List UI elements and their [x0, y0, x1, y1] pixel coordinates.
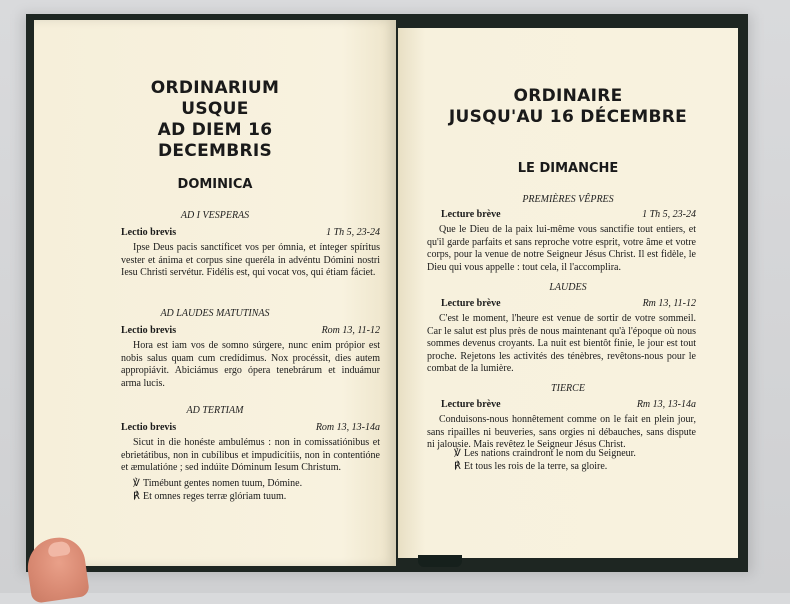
left-office-heading: AD TERTIAM — [186, 405, 244, 416]
versicle-text: Les nations craindront le nom du Seigneur. — [464, 448, 636, 459]
left-response — [133, 491, 380, 504]
right-title-line-1: ORDINAIRE — [513, 86, 623, 106]
response-text: Et omnes reges terræ glóriam tuum. — [143, 491, 287, 502]
right-page — [398, 28, 738, 558]
left-page-title — [104, 78, 326, 162]
left-title-line-3: AD DIEM 16 DECEMBRIS — [157, 120, 273, 161]
versicle-symbol: ℣ — [133, 478, 140, 489]
lectio-label: Lectio brevis — [121, 422, 177, 433]
response-symbol: ℟ — [133, 491, 140, 502]
scripture-reference: Rom 13, 13-14a — [315, 422, 380, 433]
right-response — [454, 461, 696, 474]
left-reading-text: Ipse Deus pacis sanctíficet vos per ómnia, et ínteger spíritus vester et ánima et corpus sine queréla in advéntu Dómini nostri Iesu Christi servétur. Fidélis est, qui vocat vos, qui étiam fáciet. — [121, 242, 380, 278]
right-office-heading: TIERCE — [551, 383, 585, 394]
left-page — [34, 20, 396, 566]
lectio-label: Lectio brevis — [121, 227, 177, 238]
right-lectio-row — [441, 399, 696, 410]
left-title-line-2: USQUE — [181, 99, 249, 119]
response-symbol: ℟ — [454, 461, 461, 472]
lecture-label: Lecture brève — [441, 399, 501, 410]
right-lectio-row — [441, 298, 696, 309]
right-office-heading: PREMIÈRES VÊPRES — [522, 194, 614, 205]
right-versicle — [454, 448, 696, 461]
left-versicle — [133, 478, 380, 491]
lecture-label: Lecture brève — [441, 298, 501, 309]
right-lectio-row — [441, 209, 696, 220]
scripture-reference: Rom 13, 11-12 — [321, 325, 380, 336]
left-lectio-row — [121, 325, 380, 336]
right-page-title — [438, 86, 698, 128]
versicle-symbol: ℣ — [454, 448, 461, 459]
right-reading-text: C'est le moment, l'heure est venue de sortir de votre sommeil. Car le salut est plus près de nous maintenant qu'à l'époque où nous sommes devenus croyants. La nuit est bientôt finie, le jour est tout proche. Rejetons les activités des ténèbres, revêtons-nous pour le combat de la lumière. — [427, 313, 696, 374]
left-office-heading: AD I VESPERAS — [180, 210, 250, 221]
scripture-reference: Rm 13, 13-14a — [636, 399, 696, 410]
left-reading-text: Hora est iam vos de somno súrgere, nunc enim própior est nobis salus quam cum credídimus. Nox procéssit, dies autem appropiávit. Abiciámus ergo ópera tenebrárum et induámur arma lucis. — [121, 340, 380, 389]
scripture-reference: 1 Th 5, 23-24 — [326, 227, 380, 238]
versicle-text: Timébunt gentes nomen tuum, Dómine. — [143, 478, 303, 489]
scripture-reference: Rm 13, 11-12 — [642, 298, 696, 309]
right-office-heading: LAUDES — [549, 282, 587, 293]
right-title-line-2: JUSQU'AU 16 DÉCEMBRE — [448, 107, 688, 127]
response-text: Et tous les rois de la terre, sa gloire. — [464, 461, 608, 472]
left-office-heading: AD LAUDES MATUTINAS — [160, 308, 270, 319]
lecture-label: Lecture brève — [441, 209, 501, 220]
right-reading-text: Que le Dieu de la paix lui-même vous sanctifie tout entiers, et qu'il garde parfaits et sans reproche votre esprit, votre âme et votre corps, pour la venue de notre Seigneur Jésus Christ. Il est fidèle, le Dieu qui vous appelle : tout cela, il l'accomplira. — [427, 224, 696, 273]
bookmark-ribbon — [418, 555, 462, 567]
left-title-line-1: ORDINARIUM — [150, 78, 280, 98]
left-reading-text: Sicut in die honéste ambulémus : non in comissatiónibus et ebrietátibus, non in cubílibus et impudicítiis, non in contentióne et æmulatióne ; sed indúite Dóminum Iesum Christum. — [121, 437, 380, 473]
right-reading-text: Conduisons-nous honnêtement comme on le fait en plein jour, sans ripailles ni beuveries, sans orgies ni débauches, sans dispute ni jalousie. Mais revêtez le Seigneur Jésus Christ. — [427, 414, 696, 450]
left-section-heading: DOMINICA — [177, 177, 253, 192]
lectio-label: Lectio brevis — [121, 325, 177, 336]
scripture-reference: 1 Th 5, 23-24 — [642, 209, 696, 220]
right-section-heading: LE DIMANCHE — [517, 161, 619, 176]
left-lectio-row — [121, 227, 380, 238]
left-lectio-row — [121, 422, 380, 433]
